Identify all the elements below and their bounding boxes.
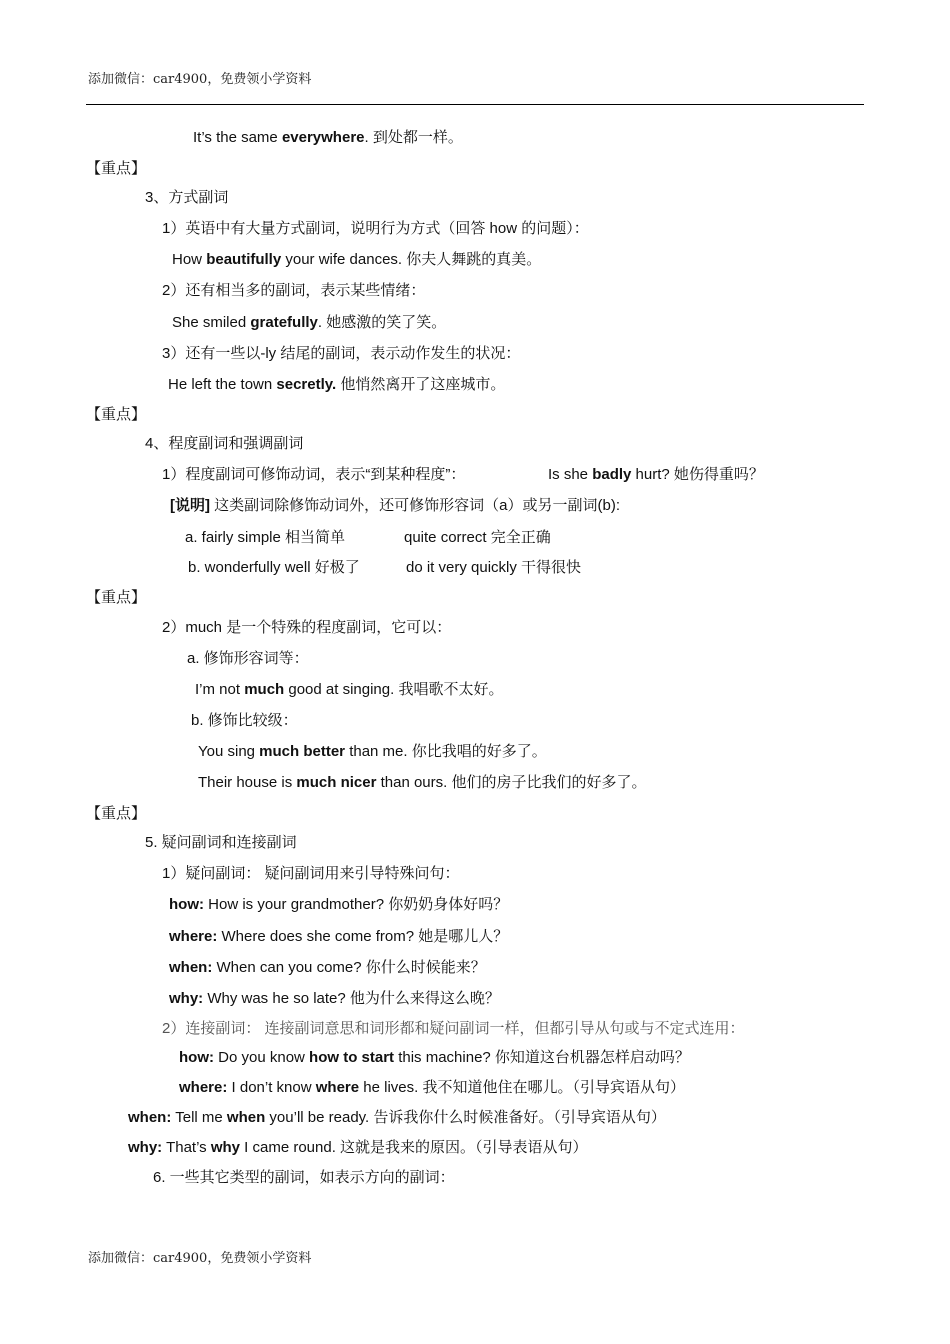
text-line bbox=[170, 496, 620, 516]
text-line bbox=[169, 927, 508, 947]
bold-text: secretly. bbox=[276, 376, 337, 393]
bold-text: much nicer bbox=[296, 774, 377, 791]
bold-text: beautifully bbox=[206, 251, 282, 268]
text-line bbox=[169, 895, 508, 915]
text-segment: He left the town bbox=[168, 376, 277, 393]
text-line bbox=[548, 465, 764, 485]
text-segment: 他悄然离开了这座城市。 bbox=[336, 376, 506, 393]
text-segment: your wife dances. 你夫人舞跳的真美。 bbox=[281, 251, 542, 268]
text-segment: Do you know bbox=[214, 1049, 310, 1066]
text-segment: Where does she come from? 她是哪儿人？ bbox=[217, 928, 509, 945]
bold-text: why: bbox=[169, 990, 204, 1007]
text-segment: 3、方式副词 bbox=[145, 189, 229, 206]
text-segment: You sing bbox=[198, 743, 260, 760]
bold-text: why bbox=[210, 1139, 240, 1156]
text-line bbox=[145, 833, 297, 853]
bold-text: much bbox=[244, 681, 285, 698]
text-line bbox=[153, 1168, 455, 1188]
text-segment: That’s bbox=[162, 1139, 211, 1156]
text-line bbox=[128, 1138, 588, 1158]
text-segment: 1）程度副词可修饰动词，表示“到某种程度”： bbox=[162, 466, 466, 483]
text-segment: than me. 你比我唱的好多了。 bbox=[345, 743, 547, 760]
text-segment: When can you come? 你什么时候能来？ bbox=[212, 959, 486, 976]
text-segment: . 到处都一样。 bbox=[364, 129, 463, 146]
text-segment: a. fairly simple 相当简单 bbox=[185, 529, 346, 546]
bold-text: much better bbox=[259, 743, 346, 760]
text-segment: How is your grandmother? 你奶奶身体好吗？ bbox=[204, 896, 509, 913]
bold-text: why: bbox=[128, 1139, 163, 1156]
text-line bbox=[185, 528, 345, 548]
text-segment: I’m not bbox=[195, 681, 245, 698]
bold-text: when bbox=[226, 1109, 266, 1126]
text-line bbox=[162, 618, 451, 638]
text-line bbox=[406, 558, 581, 578]
text-line bbox=[188, 558, 360, 578]
text-segment: I don’t know bbox=[227, 1079, 316, 1096]
bold-text: where: bbox=[179, 1079, 228, 1096]
text-segment: 1）疑问副词： 疑问副词用来引导特殊问句： bbox=[162, 865, 460, 882]
text-line bbox=[162, 344, 520, 364]
text-line bbox=[193, 128, 463, 148]
text-segment: 【重点】 bbox=[86, 589, 147, 606]
text-segment: 2）连接副词： 连接副词意思和词形都和疑问副词一样，但都引导从句或与不定式连用： bbox=[162, 1020, 745, 1037]
text-line bbox=[86, 159, 146, 179]
text-segment: 【重点】 bbox=[86, 160, 147, 177]
text-segment: he lives. 我不知道他住在哪儿。（引导宾语从句） bbox=[359, 1079, 685, 1096]
header-divider bbox=[86, 104, 864, 105]
text-segment: this machine? 你知道这台机器怎样启动吗？ bbox=[394, 1049, 690, 1066]
text-line bbox=[145, 188, 228, 208]
bold-text: how: bbox=[169, 896, 204, 913]
bold-text: how: bbox=[179, 1049, 214, 1066]
text-line bbox=[187, 649, 309, 669]
text-segment: good at singing. 我唱歌不太好。 bbox=[284, 681, 504, 698]
text-line bbox=[86, 804, 146, 824]
bold-text: badly bbox=[592, 466, 632, 483]
text-line bbox=[195, 680, 503, 700]
text-line bbox=[169, 989, 500, 1009]
text-line bbox=[162, 281, 425, 301]
text-line bbox=[191, 711, 298, 731]
bold-text: where bbox=[315, 1079, 360, 1096]
text-line bbox=[179, 1048, 690, 1068]
text-segment: Is she bbox=[548, 466, 593, 483]
text-line bbox=[162, 219, 589, 239]
text-segment: Tell me bbox=[171, 1109, 227, 1126]
bold-text: when: bbox=[169, 959, 213, 976]
text-segment: than ours. 他们的房子比我们的好多了。 bbox=[376, 774, 647, 791]
bold-text: [说明] bbox=[170, 497, 210, 514]
text-segment: 【重点】 bbox=[86, 406, 147, 423]
bold-text: how to start bbox=[309, 1049, 395, 1066]
text-line bbox=[198, 773, 646, 793]
text-segment: quite correct 完全正确 bbox=[404, 529, 551, 546]
text-segment: 2）much 是一个特殊的程度副词，它可以： bbox=[162, 619, 452, 636]
text-line bbox=[172, 313, 446, 333]
text-segment: do it very quickly 干得很快 bbox=[406, 559, 582, 576]
text-segment: Why was he so late? 他为什么来得这么晚？ bbox=[203, 990, 500, 1007]
text-line bbox=[86, 588, 146, 608]
text-line bbox=[404, 528, 551, 548]
text-segment: 2）还有相当多的副词，表示某些情绪： bbox=[162, 282, 426, 299]
text-segment: . 她感激的笑了笑。 bbox=[317, 314, 447, 331]
text-line bbox=[128, 1108, 666, 1128]
text-segment: 3）还有一些以-ly 结尾的副词，表示动作发生的状况： bbox=[162, 345, 521, 362]
text-line bbox=[172, 250, 541, 270]
text-line bbox=[179, 1078, 685, 1098]
text-segment: b. 修饰比较级： bbox=[191, 712, 298, 729]
bold-text: gratefully bbox=[250, 314, 318, 331]
text-segment: you’ll be ready. 告诉我你什么时候准备好。（引导宾语从句） bbox=[265, 1109, 666, 1126]
text-line bbox=[86, 405, 146, 425]
text-line bbox=[169, 958, 486, 978]
bold-text: everywhere bbox=[281, 129, 365, 146]
page-header: 添加微信：car4900，免费领小学资料 bbox=[88, 72, 312, 87]
text-line bbox=[162, 864, 460, 884]
text-segment: a. 修饰形容词等： bbox=[187, 650, 309, 667]
text-segment: 这类副词除修饰动词外，还可修饰形容词（a）或另一副词(b): bbox=[210, 497, 621, 514]
text-segment: She smiled bbox=[172, 314, 251, 331]
text-segment: hurt? 她伤得重吗？ bbox=[631, 466, 764, 483]
bold-text: when: bbox=[128, 1109, 172, 1126]
text-segment: 5. 疑问副词和连接副词 bbox=[145, 834, 297, 851]
text-segment: 【重点】 bbox=[86, 805, 147, 822]
text-line bbox=[198, 742, 547, 762]
text-segment: Their house is bbox=[198, 774, 297, 791]
text-segment: How bbox=[172, 251, 207, 268]
text-segment: It’s the same bbox=[193, 129, 282, 146]
bold-text: where: bbox=[169, 928, 218, 945]
text-line bbox=[162, 465, 465, 485]
page-footer: 添加微信：car4900，免费领小学资料 bbox=[88, 1251, 312, 1266]
text-line bbox=[145, 434, 303, 454]
text-segment: b. wonderfully well 好极了 bbox=[188, 559, 360, 576]
text-segment: 1）英语中有大量方式副词，说明行为方式（回答 how 的问题）： bbox=[162, 220, 589, 237]
text-segment: 6. 一些其它类型的副词，如表示方向的副词： bbox=[153, 1169, 455, 1186]
text-line bbox=[168, 375, 505, 395]
text-segment: 4、程度副词和强调副词 bbox=[145, 435, 304, 452]
text-segment: I came round. 这就是我来的原因。（引导表语从句） bbox=[240, 1139, 588, 1156]
text-line bbox=[162, 1019, 745, 1039]
